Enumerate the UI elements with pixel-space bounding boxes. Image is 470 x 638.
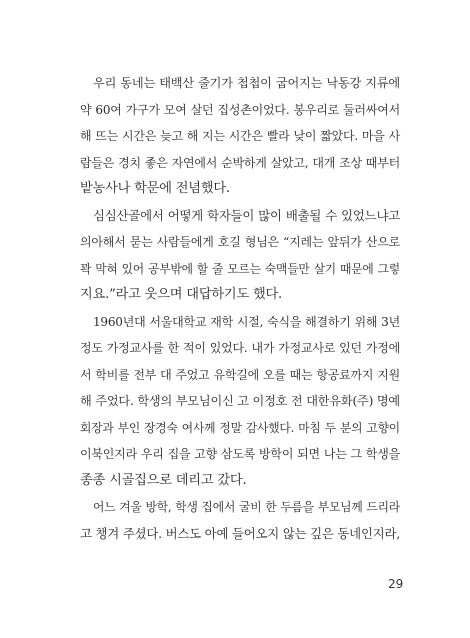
- text-line: 이북인지라 우리 집을 고향 삼도록 방학이 되면 나는 그 학생을: [80, 447, 400, 461]
- text-line: 고 챙겨 주셨다. 버스도 아예 들어오지 않는 깊은 동네인지라,: [80, 525, 400, 541]
- paragraph-3: [80, 309, 400, 495]
- page-number: 29: [388, 577, 404, 591]
- paragraph-2: [80, 203, 400, 309]
- text-line: 의아해서 묻는 사람들에게 호길 형님은 “지레는 앞뒤가 산으로: [80, 235, 400, 249]
- text-line: 1960년대 서울대학교 재학 시절, 숙식을 해결하기 위해 3년: [93, 314, 400, 329]
- text-line: 회장과 부인 장경숙 여사께 정말 감사했다. 마침 두 분의 고향이: [80, 420, 400, 435]
- paragraph-1: [80, 70, 400, 203]
- text-line: 우리 동네는 태백산 줄기가 첩첩이 굽어지는 낙동강 지류에: [93, 76, 400, 90]
- text-line: 정도 가정교사를 한 적이 있었다. 내가 가정교사로 있던 가정에: [80, 341, 400, 355]
- text-line: 약 60여 가구가 모여 살던 집성촌이었다. 봉우리로 둘러싸여서: [80, 102, 400, 117]
- text-line: 심심산골에서 어떻게 학자들이 많이 배출될 수 있었느냐고: [93, 207, 400, 223]
- body-text: [80, 70, 400, 547]
- text-line: 어느 겨울 방학, 학생 집에서 굴비 한 두름을 부모님께 드리라: [93, 500, 400, 514]
- text-line: 종종 시골집으로 데리고 갔다.: [80, 472, 247, 488]
- text-line: 서 학비를 전부 대 주었고 유학길에 오를 때는 항공료까지 지원: [80, 367, 400, 382]
- text-line: 해 주었다. 학생의 부모님이신 고 이정호 전 대한유화(주) 명예: [80, 394, 400, 408]
- text-line: 꽉 막혀 있어 공부밖에 할 줄 모르는 숙맥들만 살기 때문에 그렇: [80, 261, 400, 276]
- text-line: 밭농사나 학문에 전념했다.: [80, 181, 230, 196]
- text-line: 지요.”라고 웃으며 대답하기도 했다.: [80, 287, 283, 302]
- text-line: 해 뜨는 시간은 늦고 해 지는 시간은 빨라 낮이 짧았다. 마을 사: [80, 129, 400, 143]
- paragraph-4: [80, 494, 400, 547]
- text-line: 람들은 경치 좋은 자연에서 순박하게 살았고, 대개 조상 때부터: [80, 155, 400, 170]
